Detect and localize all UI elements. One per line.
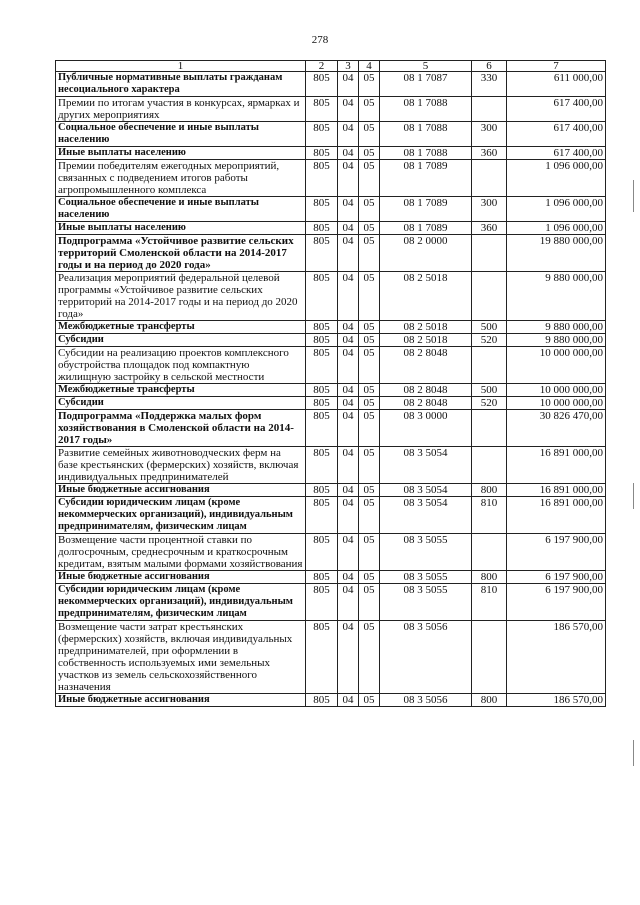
row-section: 04 [338,97,359,122]
row-amount: 1 096 000,00 [507,222,606,235]
table-row [56,122,606,147]
row-section: 04 [338,334,359,347]
row-section: 04 [338,484,359,497]
row-amount: 10 000 000,00 [507,347,606,384]
row-ministry: 805 [306,534,338,571]
row-target-article: 08 3 5055 [380,571,472,584]
table-body [56,72,606,707]
row-subsection: 05 [359,160,380,197]
row-subsection: 05 [359,321,380,334]
row-name: Премии победителям ежегодных мероприятий, связанных с подведением итогов работы агропромышленного комплекса [56,160,306,197]
row-subsection: 05 [359,571,380,584]
row-name: Премии по итогам участия в конкурсах, ярмарках и других мероприятиях [56,97,306,122]
page-number: 278 [311,34,329,46]
row-expense-type [472,235,507,272]
row-subsection: 05 [359,334,380,347]
row-ministry: 805 [306,410,338,447]
row-target-article: 08 3 0000 [380,410,472,447]
row-amount: 10 000 000,00 [507,384,606,397]
row-ministry: 805 [306,97,338,122]
row-section: 04 [338,447,359,484]
row-name: Иные бюджетные ассигнования [56,694,306,707]
row-target-article: 08 1 7088 [380,122,472,147]
row-ministry: 805 [306,72,338,97]
row-ministry: 805 [306,222,338,235]
row-name: Публичные нормативные выплаты гражданам несоциального характера [56,72,306,97]
row-ministry: 805 [306,584,338,621]
row-expense-type [472,447,507,484]
row-expense-type: 360 [472,222,507,235]
row-section: 04 [338,272,359,321]
row-name: Иные бюджетные ассигнования [56,484,306,497]
budget-table [55,60,606,707]
row-amount: 617 400,00 [507,97,606,122]
table-row [56,534,606,571]
row-name: Иные бюджетные ассигнования [56,571,306,584]
row-section: 04 [338,621,359,694]
row-expense-type: 360 [472,147,507,160]
row-section: 04 [338,72,359,97]
row-subsection: 05 [359,484,380,497]
row-target-article: 08 3 5055 [380,534,472,571]
row-ministry: 805 [306,347,338,384]
row-expense-type [472,534,507,571]
table-row [56,694,606,707]
row-ministry: 805 [306,447,338,484]
table-row [56,222,606,235]
table-row [56,347,606,384]
row-subsection: 05 [359,347,380,384]
header-col-2: 2 [306,61,338,72]
row-name: Межбюджетные трансферты [56,384,306,397]
row-expense-type: 800 [472,571,507,584]
table-row [56,72,606,97]
row-ministry: 805 [306,122,338,147]
row-name: Социальное обеспечение и иные выплаты населению [56,122,306,147]
row-amount: 19 880 000,00 [507,235,606,272]
row-amount: 617 400,00 [507,122,606,147]
row-subsection: 05 [359,584,380,621]
row-section: 04 [338,534,359,571]
table-row [56,447,606,484]
row-subsection: 05 [359,72,380,97]
row-section: 04 [338,122,359,147]
row-amount: 1 096 000,00 [507,197,606,222]
row-section: 04 [338,497,359,534]
row-amount: 9 880 000,00 [507,321,606,334]
row-amount: 6 197 900,00 [507,534,606,571]
row-target-article: 08 3 5056 [380,694,472,707]
row-expense-type [472,160,507,197]
row-ministry: 805 [306,497,338,534]
row-subsection: 05 [359,410,380,447]
row-subsection: 05 [359,235,380,272]
row-ministry: 805 [306,160,338,197]
row-target-article: 08 1 7088 [380,97,472,122]
row-name: Субсидии на реализацию проектов комплексного обустройства площадок под компактную жилищную застройку в сельской местности [56,347,306,384]
row-target-article: 08 1 7087 [380,72,472,97]
row-amount: 10 000 000,00 [507,397,606,410]
row-subsection: 05 [359,122,380,147]
row-name: Межбюджетные трансферты [56,321,306,334]
table-header [56,61,606,72]
table-row [56,334,606,347]
header-col-7: 7 [507,61,606,72]
row-amount: 617 400,00 [507,147,606,160]
row-expense-type: 800 [472,484,507,497]
row-ministry: 805 [306,397,338,410]
row-target-article: 08 2 5018 [380,321,472,334]
row-target-article: 08 3 5056 [380,621,472,694]
table-row [56,272,606,321]
table-row [56,235,606,272]
row-name: Субсидии [56,334,306,347]
row-section: 04 [338,147,359,160]
row-amount: 611 000,00 [507,72,606,97]
row-name: Реализация мероприятий федеральной целевой программы «Устойчивое развитие сельских территорий на 2014-2017 годы и на период до 2020 года» [56,272,306,321]
row-name: Подпрограмма «Поддержка малых форм хозяйствования в Смоленской области на 2014-2017 годы» [56,410,306,447]
row-section: 04 [338,571,359,584]
row-amount: 9 880 000,00 [507,272,606,321]
row-target-article: 08 3 5054 [380,447,472,484]
row-section: 04 [338,160,359,197]
table-row [56,97,606,122]
header-col-1: 1 [56,61,306,72]
row-ministry: 805 [306,235,338,272]
table-row [56,571,606,584]
row-subsection: 05 [359,534,380,571]
row-section: 04 [338,397,359,410]
row-target-article: 08 2 5018 [380,272,472,321]
row-subsection: 05 [359,621,380,694]
row-target-article: 08 2 5018 [380,334,472,347]
table-row [56,397,606,410]
row-amount: 186 570,00 [507,694,606,707]
row-subsection: 05 [359,147,380,160]
row-expense-type: 810 [472,497,507,534]
row-amount: 6 197 900,00 [507,571,606,584]
row-section: 04 [338,384,359,397]
row-amount: 186 570,00 [507,621,606,694]
row-amount: 16 891 000,00 [507,484,606,497]
row-section: 04 [338,347,359,384]
row-subsection: 05 [359,497,380,534]
row-subsection: 05 [359,97,380,122]
row-expense-type: 520 [472,397,507,410]
table-row [56,197,606,222]
table-row [56,147,606,160]
row-amount: 30 826 470,00 [507,410,606,447]
table-row [56,321,606,334]
row-section: 04 [338,222,359,235]
row-amount: 1 096 000,00 [507,160,606,197]
row-section: 04 [338,235,359,272]
row-target-article: 08 1 7089 [380,160,472,197]
row-target-article: 08 2 8048 [380,347,472,384]
margin-mark [633,483,634,509]
row-ministry: 805 [306,694,338,707]
row-target-article: 08 1 7089 [380,197,472,222]
row-expense-type [472,272,507,321]
row-ministry: 805 [306,484,338,497]
header-col-3: 3 [338,61,359,72]
row-ministry: 805 [306,272,338,321]
row-target-article: 08 3 5054 [380,484,472,497]
row-target-article: 08 1 7089 [380,222,472,235]
row-name: Субсидии юридическим лицам (кроме некоммерческих организаций), индивидуальным предпринимателям, физическим лицам [56,497,306,534]
table-row [56,484,606,497]
table-row [56,584,606,621]
row-target-article: 08 3 5054 [380,497,472,534]
row-amount: 6 197 900,00 [507,584,606,621]
row-expense-type: 520 [472,334,507,347]
row-section: 04 [338,197,359,222]
row-expense-type: 500 [472,384,507,397]
row-subsection: 05 [359,447,380,484]
row-expense-type: 300 [472,122,507,147]
row-expense-type [472,410,507,447]
row-ministry: 805 [306,621,338,694]
row-section: 04 [338,410,359,447]
row-name: Иные выплаты населению [56,222,306,235]
header-col-4: 4 [359,61,380,72]
margin-mark [633,180,634,212]
row-expense-type: 330 [472,72,507,97]
row-name: Развитие семейных животноводческих ферм на базе крестьянских (фермерских) хозяйств, включая индивидуальных предпринимателей [56,447,306,484]
row-name: Возмещение части процентной ставки по долгосрочным, среднесрочным и краткосрочным кредитам, взятым малыми формами хозяйствования [56,534,306,571]
table-row [56,497,606,534]
row-expense-type: 810 [472,584,507,621]
row-section: 04 [338,694,359,707]
row-name: Субсидии [56,397,306,410]
row-name: Социальное обеспечение и иные выплаты населению [56,197,306,222]
row-ministry: 805 [306,571,338,584]
margin-mark [633,740,634,766]
row-ministry: 805 [306,147,338,160]
row-expense-type: 300 [472,197,507,222]
row-subsection: 05 [359,197,380,222]
row-name: Иные выплаты населению [56,147,306,160]
row-target-article: 08 2 0000 [380,235,472,272]
row-amount: 16 891 000,00 [507,497,606,534]
row-subsection: 05 [359,222,380,235]
row-section: 04 [338,321,359,334]
header-col-6: 6 [472,61,507,72]
row-ministry: 805 [306,197,338,222]
row-subsection: 05 [359,397,380,410]
row-expense-type [472,97,507,122]
row-name: Возмещение части затрат крестьянских (фермерских) хозяйств, включая индивидуальных предпринимателей, при оформлении в собственность используемых ими земельных участков из земель сельскохозяйственного назначения [56,621,306,694]
header-col-5: 5 [380,61,472,72]
row-expense-type: 500 [472,321,507,334]
row-name: Подпрограмма «Устойчивое развитие сельских территорий Смоленской области на 2014-2017 годы и на период до 2020 года» [56,235,306,272]
row-target-article: 08 1 7088 [380,147,472,160]
row-target-article: 08 3 5055 [380,584,472,621]
row-name: Субсидии юридическим лицам (кроме некоммерческих организаций), индивидуальным предпринимателям, физическим лицам [56,584,306,621]
row-subsection: 05 [359,272,380,321]
row-amount: 16 891 000,00 [507,447,606,484]
table-row [56,160,606,197]
table-row [56,410,606,447]
row-expense-type: 800 [472,694,507,707]
row-target-article: 08 2 8048 [380,397,472,410]
row-ministry: 805 [306,334,338,347]
table-row [56,621,606,694]
row-ministry: 805 [306,321,338,334]
row-target-article: 08 2 8048 [380,384,472,397]
row-subsection: 05 [359,694,380,707]
row-ministry: 805 [306,384,338,397]
row-expense-type [472,621,507,694]
row-subsection: 05 [359,384,380,397]
table-row [56,384,606,397]
row-section: 04 [338,584,359,621]
row-expense-type [472,347,507,384]
row-amount: 9 880 000,00 [507,334,606,347]
